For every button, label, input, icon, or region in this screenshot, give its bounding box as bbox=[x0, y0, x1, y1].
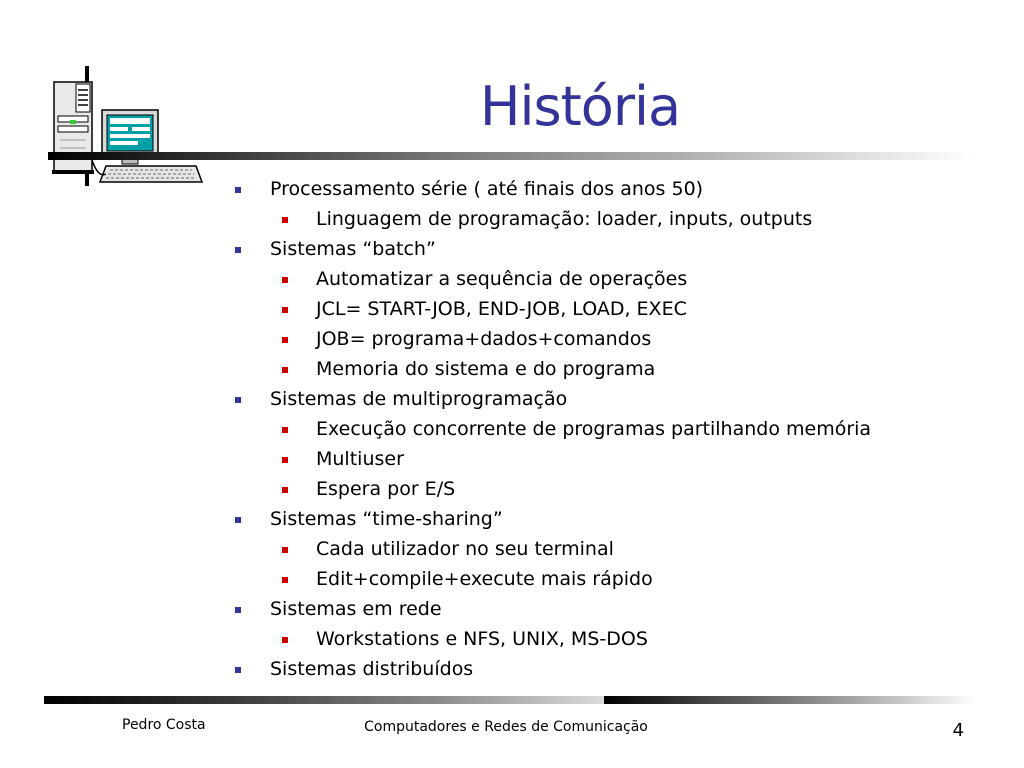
list-item bbox=[230, 534, 990, 564]
square-bullet-icon bbox=[235, 517, 241, 523]
list-item bbox=[230, 444, 990, 474]
footer-divider-left bbox=[44, 696, 604, 704]
square-bullet-icon bbox=[282, 427, 288, 433]
list-item bbox=[230, 264, 990, 294]
list-item bbox=[230, 594, 990, 624]
square-bullet-icon bbox=[235, 397, 241, 403]
list-item-text: Automatizar a sequência de operações bbox=[316, 268, 688, 290]
list-item-text: Sistemas distribuídos bbox=[270, 658, 474, 680]
square-bullet-icon bbox=[282, 577, 288, 583]
list-item-text: Workstations e NFS, UNIX, MS-DOS bbox=[316, 628, 648, 650]
footer-divider-right bbox=[604, 696, 976, 704]
list-item-text: Sistemas de multiprogramação bbox=[270, 388, 568, 410]
list-item-text: JOB= programa+dados+comandos bbox=[316, 328, 652, 350]
list-item bbox=[230, 414, 990, 444]
square-bullet-icon bbox=[235, 667, 241, 673]
footer-course: Computadores e Redes de Comunicação bbox=[364, 719, 648, 735]
list-item-text: Multiuser bbox=[316, 448, 404, 470]
square-bullet-icon bbox=[282, 277, 288, 283]
square-bullet-icon bbox=[282, 487, 288, 493]
list-item bbox=[230, 504, 990, 534]
footer-author: Pedro Costa bbox=[122, 717, 206, 733]
list-item bbox=[230, 654, 990, 684]
list-item-text: Processamento série ( até finais dos anos 50) bbox=[270, 178, 704, 200]
list-item-text: Execução concorrente de programas partilhando memória bbox=[316, 418, 872, 440]
list-item bbox=[230, 294, 990, 324]
list-item-text: Linguagem de programação: loader, inputs, outputs bbox=[316, 208, 813, 230]
list-item bbox=[230, 474, 990, 504]
square-bullet-icon bbox=[282, 457, 288, 463]
computer-workstation-icon bbox=[46, 70, 206, 190]
list-item bbox=[230, 354, 990, 384]
square-bullet-icon bbox=[282, 307, 288, 313]
list-item-text: Cada utilizador no seu terminal bbox=[316, 538, 614, 560]
list-item bbox=[230, 564, 990, 594]
list-item-text: Sistemas “batch” bbox=[270, 238, 436, 260]
list-item-text: Espera por E/S bbox=[316, 478, 456, 500]
list-item bbox=[230, 174, 990, 204]
list-item bbox=[230, 324, 990, 354]
list-item bbox=[230, 624, 990, 654]
square-bullet-icon bbox=[282, 217, 288, 223]
list-item-text: Sistemas “time-sharing” bbox=[270, 508, 503, 530]
square-bullet-icon bbox=[282, 547, 288, 553]
page-number: 4 bbox=[952, 720, 964, 741]
slide-title: História bbox=[479, 75, 681, 138]
square-bullet-icon bbox=[282, 637, 288, 643]
square-bullet-icon bbox=[282, 367, 288, 373]
square-bullet-icon bbox=[235, 187, 241, 193]
list-item bbox=[230, 204, 990, 234]
list-item bbox=[230, 234, 990, 264]
list-item-text: Memoria do sistema e do programa bbox=[316, 358, 656, 380]
square-bullet-icon bbox=[235, 607, 241, 613]
list-item bbox=[230, 384, 990, 414]
square-bullet-icon bbox=[282, 337, 288, 343]
title-divider bbox=[48, 152, 972, 160]
square-bullet-icon bbox=[235, 247, 241, 253]
list-item-text: Sistemas em rede bbox=[270, 598, 442, 620]
list-item-text: Edit+compile+execute mais rápido bbox=[316, 568, 653, 590]
list-item-text: JCL= START-JOB, END-JOB, LOAD, EXEC bbox=[316, 298, 687, 320]
bullet-list bbox=[230, 174, 990, 694]
